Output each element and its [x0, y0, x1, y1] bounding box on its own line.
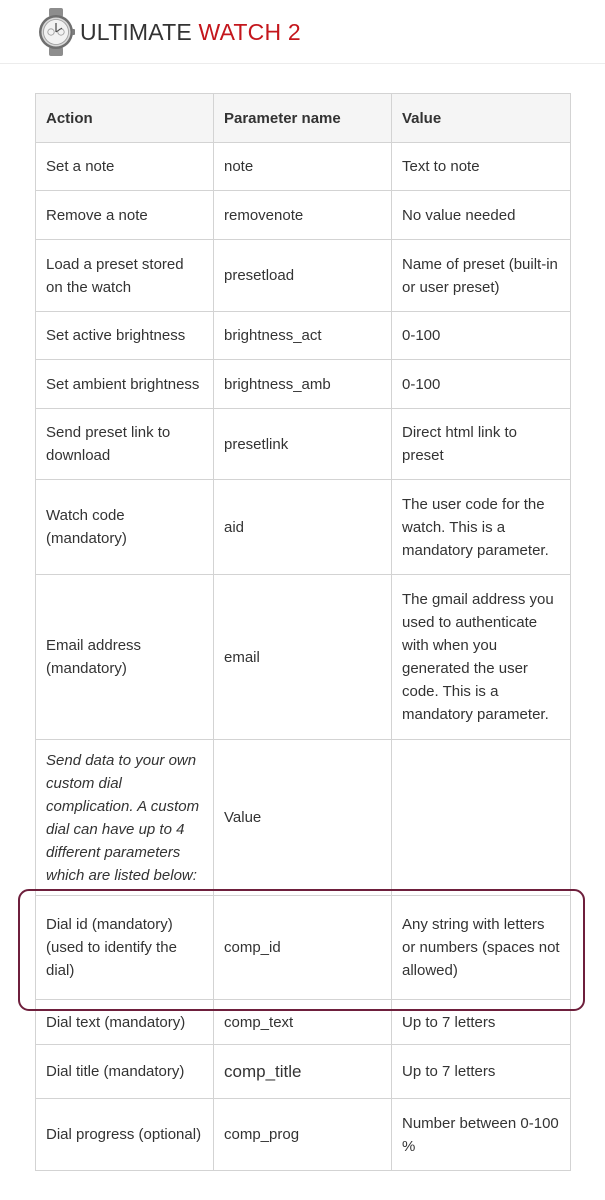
- value-cell: Name of preset (built-in or user preset): [392, 240, 571, 312]
- action-cell: Dial id (mandatory) (used to identify the dial): [36, 896, 214, 1000]
- value-cell: Up to 7 letters: [392, 1045, 571, 1099]
- table-row: [36, 240, 571, 312]
- param-cell: presetload: [214, 240, 392, 312]
- value-cell: No value needed: [392, 191, 571, 240]
- logo-wordmark[interactable]: [80, 19, 301, 46]
- param-cell: comp_title: [214, 1045, 392, 1099]
- param-cell: presetlink: [214, 409, 392, 480]
- table-row: [36, 1045, 571, 1099]
- value-cell: Direct html link to preset: [392, 409, 571, 480]
- action-cell: Send data to your own custom dial complication. A custom dial can have up to 4 different parameters which are listed below:: [36, 740, 214, 896]
- column-header-parameter-name: Parameter name: [214, 94, 392, 143]
- param-cell: removenote: [214, 191, 392, 240]
- table-row: [36, 143, 571, 191]
- table-row: [36, 575, 571, 740]
- action-cell: Set a note: [36, 143, 214, 191]
- action-cell: Remove a note: [36, 191, 214, 240]
- value-cell: Up to 7 letters: [392, 1000, 571, 1045]
- value-cell: Any string with letters or numbers (spaces not allowed): [392, 896, 571, 1000]
- table-header-row: [36, 94, 571, 143]
- logo-text-main: ULTIMATE: [80, 19, 192, 45]
- param-cell: brightness_amb: [214, 360, 392, 409]
- table-row: [36, 896, 571, 1000]
- value-cell: The user code for the watch. This is a mandatory parameter.: [392, 480, 571, 575]
- value-cell: [392, 740, 571, 896]
- action-cell: Load a preset stored on the watch: [36, 240, 214, 312]
- table-row: [36, 1000, 571, 1045]
- param-cell: email: [214, 575, 392, 740]
- table-row: [36, 409, 571, 480]
- logo-text-accent: WATCH 2: [198, 19, 301, 45]
- param-cell: Value: [214, 740, 392, 896]
- table-row: [36, 1099, 571, 1171]
- table-row: [36, 740, 571, 896]
- value-cell: Text to note: [392, 143, 571, 191]
- site-header: [0, 0, 605, 64]
- param-cell: comp_text: [214, 1000, 392, 1045]
- action-cell: Email address (mandatory): [36, 575, 214, 740]
- column-header-value: Value: [392, 94, 571, 143]
- column-header-action: Action: [36, 94, 214, 143]
- action-cell: Dial title (mandatory): [36, 1045, 214, 1099]
- table-row: [36, 191, 571, 240]
- param-cell: note: [214, 143, 392, 191]
- value-cell: Number between 0-100 %: [392, 1099, 571, 1171]
- table-row: [36, 360, 571, 409]
- action-cell: Dial progress (optional): [36, 1099, 214, 1171]
- action-cell: Watch code (mandatory): [36, 480, 214, 575]
- value-cell: 0-100: [392, 312, 571, 360]
- param-cell: brightness_act: [214, 312, 392, 360]
- action-cell: Send preset link to download: [36, 409, 214, 480]
- action-cell: Dial text (mandatory): [36, 1000, 214, 1045]
- watch-logo-icon[interactable]: [36, 8, 76, 56]
- action-cell: Set active brightness: [36, 312, 214, 360]
- param-cell: aid: [214, 480, 392, 575]
- value-cell: 0-100: [392, 360, 571, 409]
- table-row: [36, 312, 571, 360]
- value-cell: The gmail address you used to authenticate with when you generated the user code. This is a mandatory parameter.: [392, 575, 571, 740]
- param-cell: comp_id: [214, 896, 392, 1000]
- parameters-table: [35, 93, 571, 1171]
- param-cell: comp_prog: [214, 1099, 392, 1171]
- action-cell: Set ambient brightness: [36, 360, 214, 409]
- table-row: [36, 480, 571, 575]
